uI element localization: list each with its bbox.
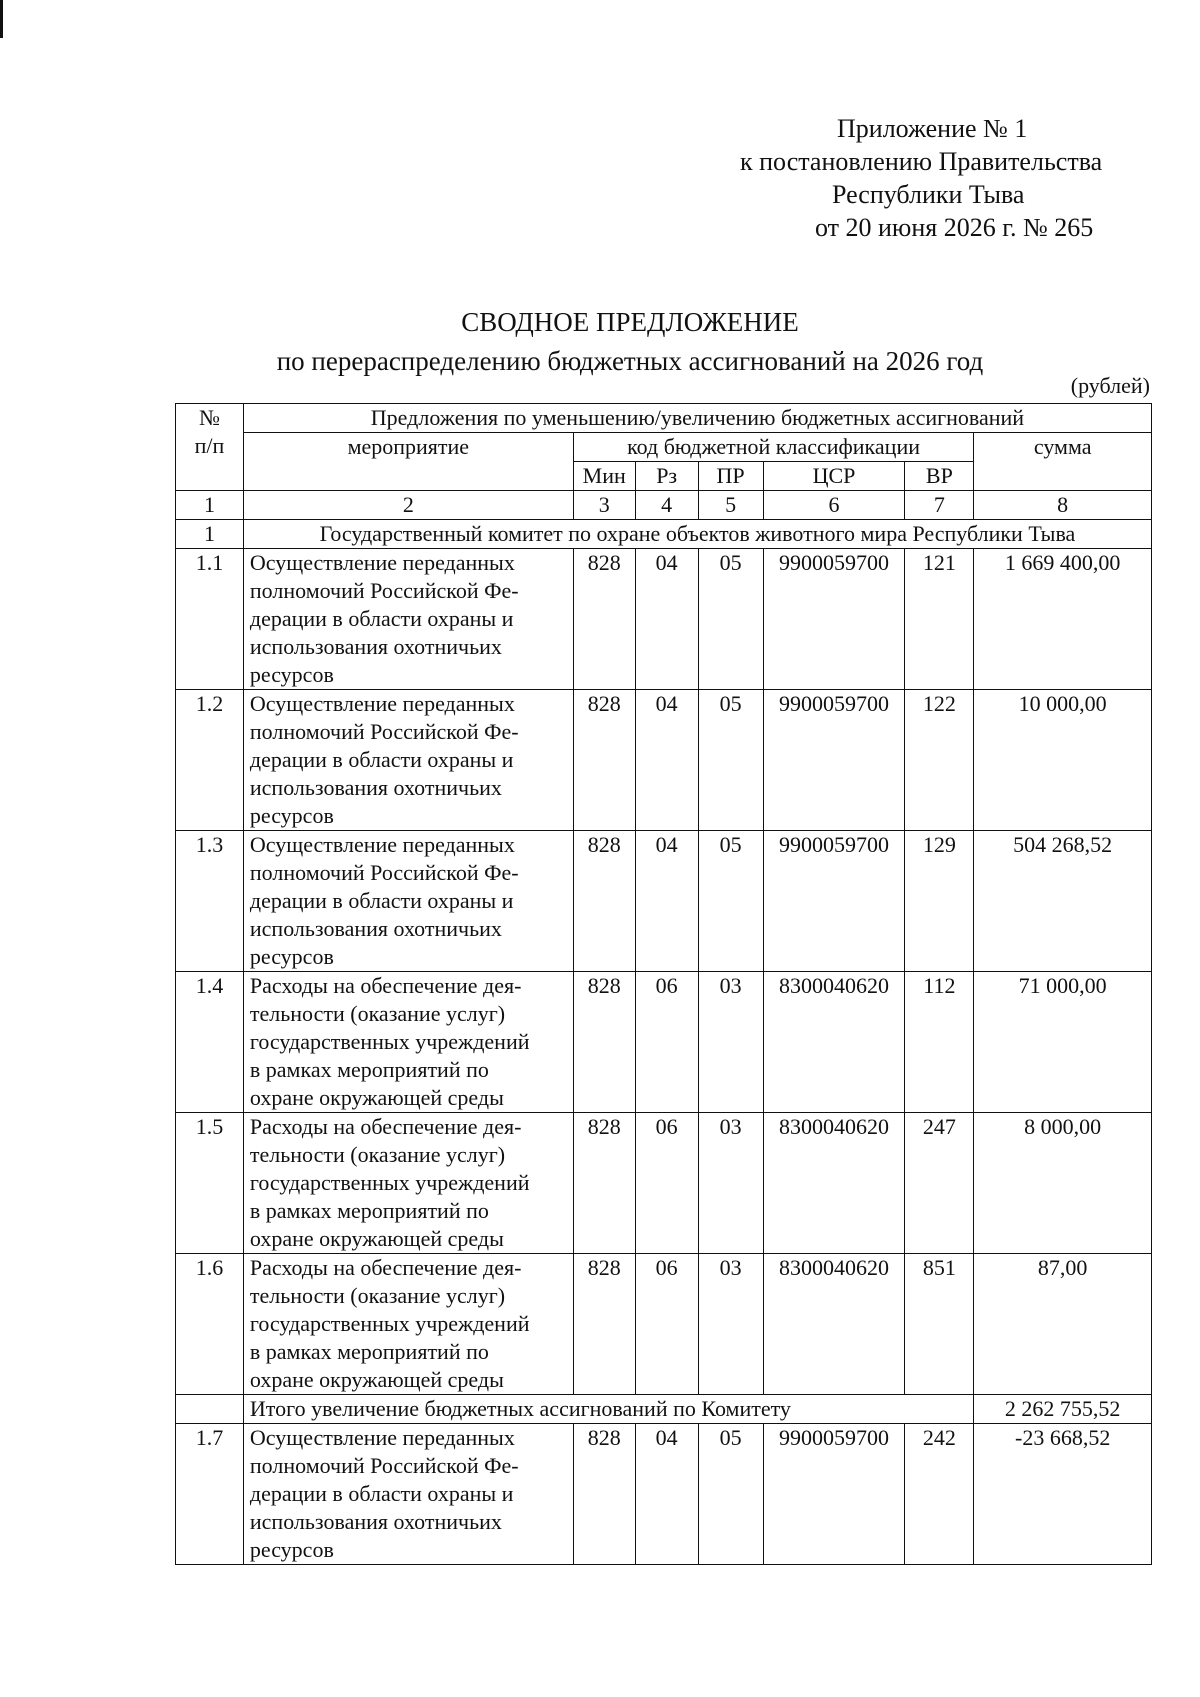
row-description: [243, 1424, 573, 1565]
table-rows: [176, 549, 1152, 1395]
col-number: 3: [573, 491, 635, 520]
row-rz: 04: [635, 549, 698, 690]
table-row: [176, 831, 1152, 972]
row-description-line: в рамках мероприятий по: [249, 1057, 489, 1082]
row-rz: 04: [635, 1424, 698, 1565]
row-description-line: ресурсов: [249, 944, 334, 969]
row-rz: 06: [635, 1113, 698, 1254]
row-description-line: Осуществление переданных: [249, 550, 515, 575]
header-event: мероприятие: [243, 433, 573, 491]
appendix-block: [740, 112, 1140, 244]
appendix-line-4: от 20 июня 2026 г. № 265: [815, 213, 1094, 242]
row-vr: 121: [905, 549, 974, 690]
row-sum: 71 000,00: [974, 972, 1152, 1113]
row-min: 828: [573, 1424, 635, 1565]
row-sum: 8 000,00: [974, 1113, 1152, 1254]
row-description-line: Расходы на обеспечение дея-: [249, 1114, 522, 1139]
table-row: [176, 1254, 1152, 1395]
appendix-line-1: Приложение № 1: [837, 114, 1028, 143]
row-description-line: в рамках мероприятий по: [249, 1198, 489, 1223]
row-pr: 05: [698, 549, 763, 690]
row-description-line: полномочий Российской Фе-: [249, 1453, 519, 1478]
row-description-line: дерации в области охраны и: [249, 888, 514, 913]
row-description-line: использования охотничьих: [249, 916, 502, 941]
units-label: (рублей): [1070, 373, 1150, 398]
header-num-2: п/п: [194, 433, 225, 458]
header-csr: ЦСР: [763, 462, 905, 491]
row-sum: 504 268,52: [974, 831, 1152, 972]
row-description-line: полномочий Российской Фе-: [249, 860, 519, 885]
col-number: 1: [176, 491, 244, 520]
row-description: [243, 690, 573, 831]
row-number: 1.3: [176, 831, 244, 972]
total-num-cell: [176, 1395, 244, 1424]
column-numbers-row: [176, 491, 1152, 520]
header-num-cell: [176, 404, 244, 491]
row-csr: 9900059700: [763, 690, 905, 831]
row-description-line: охране окружающей среды: [249, 1367, 504, 1392]
section-num: 1: [176, 520, 244, 549]
row-description-line: дерации в области охраны и: [249, 606, 514, 631]
table-row: [176, 1424, 1152, 1565]
header-rz: Рз: [635, 462, 698, 491]
row-description-line: Осуществление переданных: [249, 1425, 515, 1450]
row-number: 1.4: [176, 972, 244, 1113]
total-sum: 2 262 755,52: [974, 1395, 1152, 1424]
row-description-line: ресурсов: [249, 803, 334, 828]
row-description: [243, 549, 573, 690]
row-sum: 87,00: [974, 1254, 1152, 1395]
row-vr: 242: [905, 1424, 974, 1565]
header-vr: ВР: [905, 462, 974, 491]
row-sum: 10 000,00: [974, 690, 1152, 831]
row-number: 1.5: [176, 1113, 244, 1254]
table-row: [176, 1113, 1152, 1254]
appendix-line-2: к постановлению Правительства: [740, 147, 1103, 176]
col-number: 8: [974, 491, 1152, 520]
header-pr: ПР: [698, 462, 763, 491]
row-sum: 1 669 400,00: [974, 549, 1152, 690]
document-subtitle: по перераспределению бюджетных ассигнований на 2026 год: [276, 346, 984, 376]
scan-edge-mark: [0, 0, 3, 38]
header-min: Мин: [573, 462, 635, 491]
row-csr: 9900059700: [763, 1424, 905, 1565]
row-description-line: государственных учреждений: [249, 1311, 530, 1336]
row-description-line: использования охотничьих: [249, 775, 502, 800]
row-description-line: государственных учреждений: [249, 1170, 530, 1195]
row-pr: 03: [698, 972, 763, 1113]
row-description-line: Осуществление переданных: [249, 832, 515, 857]
row-pr: 05: [698, 1424, 763, 1565]
row-pr: 05: [698, 690, 763, 831]
table-row: [176, 549, 1152, 690]
table-rows-after-total: [176, 1424, 1152, 1565]
header-sum: сумма: [974, 433, 1152, 491]
table-row: [176, 690, 1152, 831]
row-description-line: полномочий Российской Фе-: [249, 578, 519, 603]
col-number: 5: [698, 491, 763, 520]
row-vr: 112: [905, 972, 974, 1113]
row-min: 828: [573, 1254, 635, 1395]
row-number: 1.7: [176, 1424, 244, 1565]
row-csr: 8300040620: [763, 1113, 905, 1254]
row-description: [243, 1113, 573, 1254]
row-vr: 247: [905, 1113, 974, 1254]
row-number: 1.1: [176, 549, 244, 690]
row-pr: 05: [698, 831, 763, 972]
row-description-line: в рамках мероприятий по: [249, 1339, 489, 1364]
row-sum: -23 668,52: [974, 1424, 1152, 1565]
row-description: [243, 972, 573, 1113]
row-description-line: использования охотничьих: [249, 1509, 502, 1534]
row-description-line: Расходы на обеспечение дея-: [249, 973, 522, 998]
col-number: 4: [635, 491, 698, 520]
header-code: код бюджетной классификации: [573, 433, 974, 462]
row-number: 1.2: [176, 690, 244, 831]
row-description-line: государственных учреждений: [249, 1029, 530, 1054]
row-description: [243, 831, 573, 972]
row-vr: 122: [905, 690, 974, 831]
row-description-line: использования охотничьих: [249, 634, 502, 659]
section-name: Государственный комитет по охране объектов животного мира Республики Тыва: [243, 520, 1151, 549]
row-description-line: Расходы на обеспечение дея-: [249, 1255, 522, 1280]
header-num: №: [198, 405, 220, 430]
row-description-line: тельности (оказание услуг): [249, 1283, 506, 1308]
row-number: 1.6: [176, 1254, 244, 1395]
appendix-line-3: Республики Тыва: [832, 180, 1025, 209]
row-min: 828: [573, 549, 635, 690]
row-description-line: дерации в области охраны и: [249, 1481, 514, 1506]
document-title: СВОДНОЕ ПРЕДЛОЖЕНИЕ: [461, 307, 799, 337]
row-csr: 8300040620: [763, 1254, 905, 1395]
col-number: 7: [905, 491, 974, 520]
row-description-line: ресурсов: [249, 662, 334, 687]
row-rz: 04: [635, 831, 698, 972]
header-row-1: [176, 404, 1152, 433]
section-row: [176, 520, 1152, 549]
row-vr: 851: [905, 1254, 974, 1395]
row-csr: 8300040620: [763, 972, 905, 1113]
row-vr: 129: [905, 831, 974, 972]
row-min: 828: [573, 831, 635, 972]
row-description-line: Осуществление переданных: [249, 691, 515, 716]
row-rz: 04: [635, 690, 698, 831]
row-description-line: тельности (оказание услуг): [249, 1001, 506, 1026]
total-row: [176, 1395, 1152, 1424]
row-rz: 06: [635, 972, 698, 1113]
row-description-line: охране окружающей среды: [249, 1085, 504, 1110]
row-pr: 03: [698, 1254, 763, 1395]
row-min: 828: [573, 1113, 635, 1254]
row-csr: 9900059700: [763, 831, 905, 972]
col-number: 2: [243, 491, 573, 520]
col-number: 6: [763, 491, 905, 520]
row-description-line: ресурсов: [249, 1537, 334, 1562]
row-description-line: тельности (оказание услуг): [249, 1142, 506, 1167]
row-description: [243, 1254, 573, 1395]
total-label: Итого увеличение бюджетных ассигнований по Комитету: [243, 1395, 973, 1424]
row-pr: 03: [698, 1113, 763, 1254]
row-rz: 06: [635, 1254, 698, 1395]
header-row-2: [176, 433, 1152, 462]
budget-table: [175, 403, 1152, 1565]
row-description-line: дерации в области охраны и: [249, 747, 514, 772]
table-row: [176, 972, 1152, 1113]
row-description-line: охране окружающей среды: [249, 1226, 504, 1251]
row-csr: 9900059700: [763, 549, 905, 690]
row-min: 828: [573, 972, 635, 1113]
row-min: 828: [573, 690, 635, 831]
header-proposals: Предложения по уменьшению/увеличению бюджетных ассигнований: [243, 404, 1151, 433]
row-description-line: полномочий Российской Фе-: [249, 719, 519, 744]
